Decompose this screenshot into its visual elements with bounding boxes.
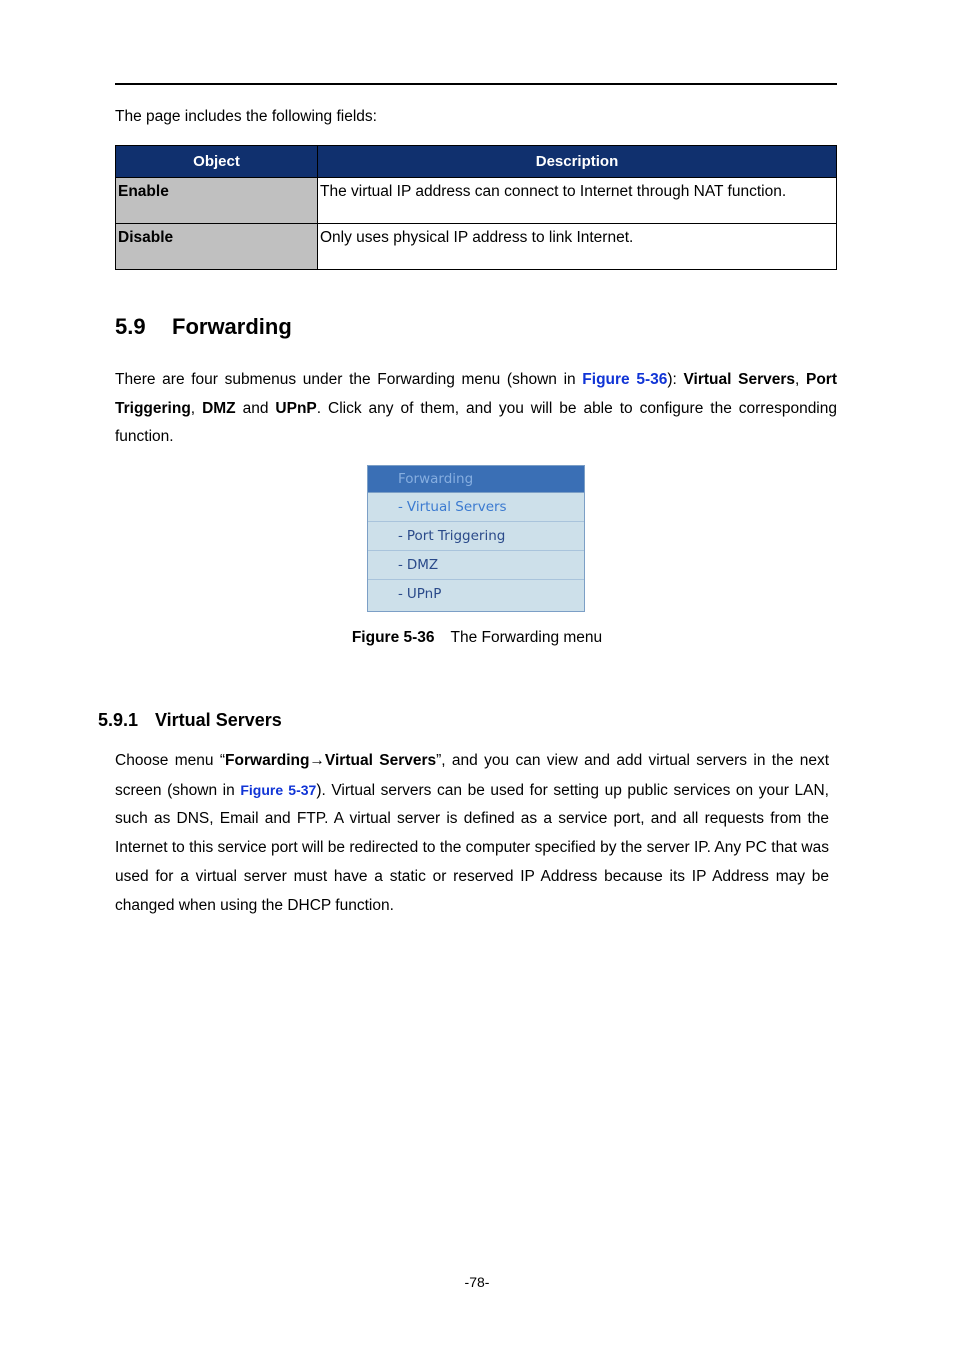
table-header-row — [116, 146, 837, 178]
menu-dash: - — [398, 557, 403, 573]
menu-item-port-triggering[interactable] — [368, 522, 584, 551]
bold-term: Forwarding→Virtual Servers — [225, 752, 437, 769]
section-title: Forwarding — [172, 314, 292, 339]
figure-caption-text: The Forwarding menu — [450, 629, 603, 646]
text-run: and — [235, 399, 276, 417]
subsection-heading — [98, 710, 282, 731]
bold-term: DMZ — [202, 399, 236, 417]
row-description: The virtual IP address can connect to Internet through NAT function. — [318, 178, 837, 224]
fields-table — [115, 145, 837, 270]
text-run: ): — [667, 371, 684, 388]
text-run: , — [795, 371, 806, 388]
bold-term: Port Triggering — [115, 371, 837, 417]
text-run: ). Virtual servers can be used for setting up public services on your LAN, such as DNS, Email and FTP. A virtual server is defined as a service port, and all requests from the Internet to this service port will be redirected to the computer specified by the server IP. Any PC that was used for a virtual server must have a static or reserved IP Address because its IP Address may be changed when using the DHCP function. — [115, 781, 829, 914]
intro-text: The page includes the following fields: — [115, 108, 377, 125]
menu-dash: - — [398, 528, 403, 544]
page-number: -78- — [464, 1274, 490, 1290]
text-run: ”, and you can view and add virtual servers in the next screen (shown in — [115, 752, 829, 799]
section-number: 5.9 — [115, 314, 146, 339]
menu-header-forwarding[interactable]: Forwarding — [368, 466, 584, 493]
bold-term: UPnP — [275, 399, 317, 417]
bold-term: Virtual Servers — [683, 371, 796, 388]
menu-item-label: Port Triggering — [406, 528, 506, 544]
forwarding-menu-figure — [367, 465, 585, 612]
figure-label: Figure 5-36 — [351, 629, 435, 646]
subsection-number: 5.9.1 — [98, 710, 139, 730]
section-heading — [115, 314, 292, 340]
menu-item-upnp[interactable] — [368, 580, 584, 608]
table-row — [116, 178, 837, 224]
menu-item-label: Virtual Servers — [406, 499, 507, 515]
text-run: There are four submenus under the Forwarding menu (shown in — [115, 371, 583, 388]
menu-dash: - — [398, 499, 403, 515]
row-object: Disable — [116, 224, 318, 270]
table-row — [116, 224, 837, 270]
virtual-servers-paragraph — [115, 747, 829, 920]
row-object: Enable — [116, 178, 318, 224]
menu-item-virtual-servers[interactable] — [368, 493, 584, 522]
text-run: . Click any of them, and you will be able to configure the corresponding function. — [115, 399, 837, 446]
menu-item-label: DMZ — [406, 557, 439, 573]
forwarding-paragraph — [115, 366, 837, 452]
header-rule — [115, 83, 837, 85]
subsection-title: Virtual Servers — [155, 710, 282, 730]
menu-item-label: UPnP — [406, 586, 442, 602]
text-run: Choose menu “ — [115, 752, 226, 769]
figure-caption — [0, 629, 954, 647]
menu-dash: - — [398, 586, 403, 602]
column-header-description: Description — [318, 146, 837, 178]
column-header-object: Object — [116, 146, 318, 178]
figure-link-5-37[interactable]: Figure 5-37 — [240, 781, 317, 798]
figure-link-5-36[interactable]: Figure 5-36 — [582, 371, 668, 388]
text-run: , — [190, 399, 203, 417]
row-description: Only uses physical IP address to link Internet. — [318, 224, 837, 270]
menu-item-dmz[interactable] — [368, 551, 584, 580]
